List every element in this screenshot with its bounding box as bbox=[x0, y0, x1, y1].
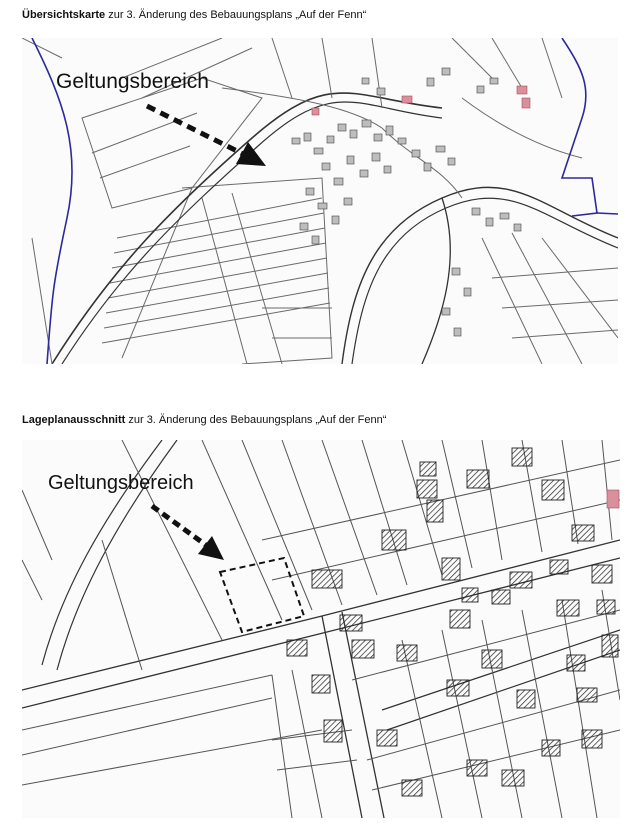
scope-boundary-outline bbox=[220, 558, 304, 632]
site-plan-area-label: Geltungsbereich bbox=[48, 472, 194, 494]
site-plan-caption bbox=[22, 414, 386, 426]
overview-map-caption bbox=[22, 9, 366, 21]
site-plan-canvas bbox=[22, 440, 620, 818]
boundary-line-east bbox=[562, 38, 597, 216]
overview-area-label: Geltungsbereich bbox=[56, 70, 209, 93]
site-plan-title: Lageplanausschnitt bbox=[22, 414, 126, 426]
site-plan-subtitle: zur 3. Änderung des Bebauungsplans „Auf der Fenn“ bbox=[125, 414, 387, 426]
field-parcel bbox=[82, 78, 262, 208]
overview-map-subtitle: zur 3. Änderung des Bebauungsplans „Auf der Fenn“ bbox=[105, 9, 367, 21]
overview-map bbox=[22, 38, 618, 364]
overview-map-title: Übersichtskarte bbox=[22, 9, 106, 21]
site-plan-pointer-arrow-icon bbox=[152, 506, 224, 560]
site-plan-map bbox=[22, 440, 620, 818]
